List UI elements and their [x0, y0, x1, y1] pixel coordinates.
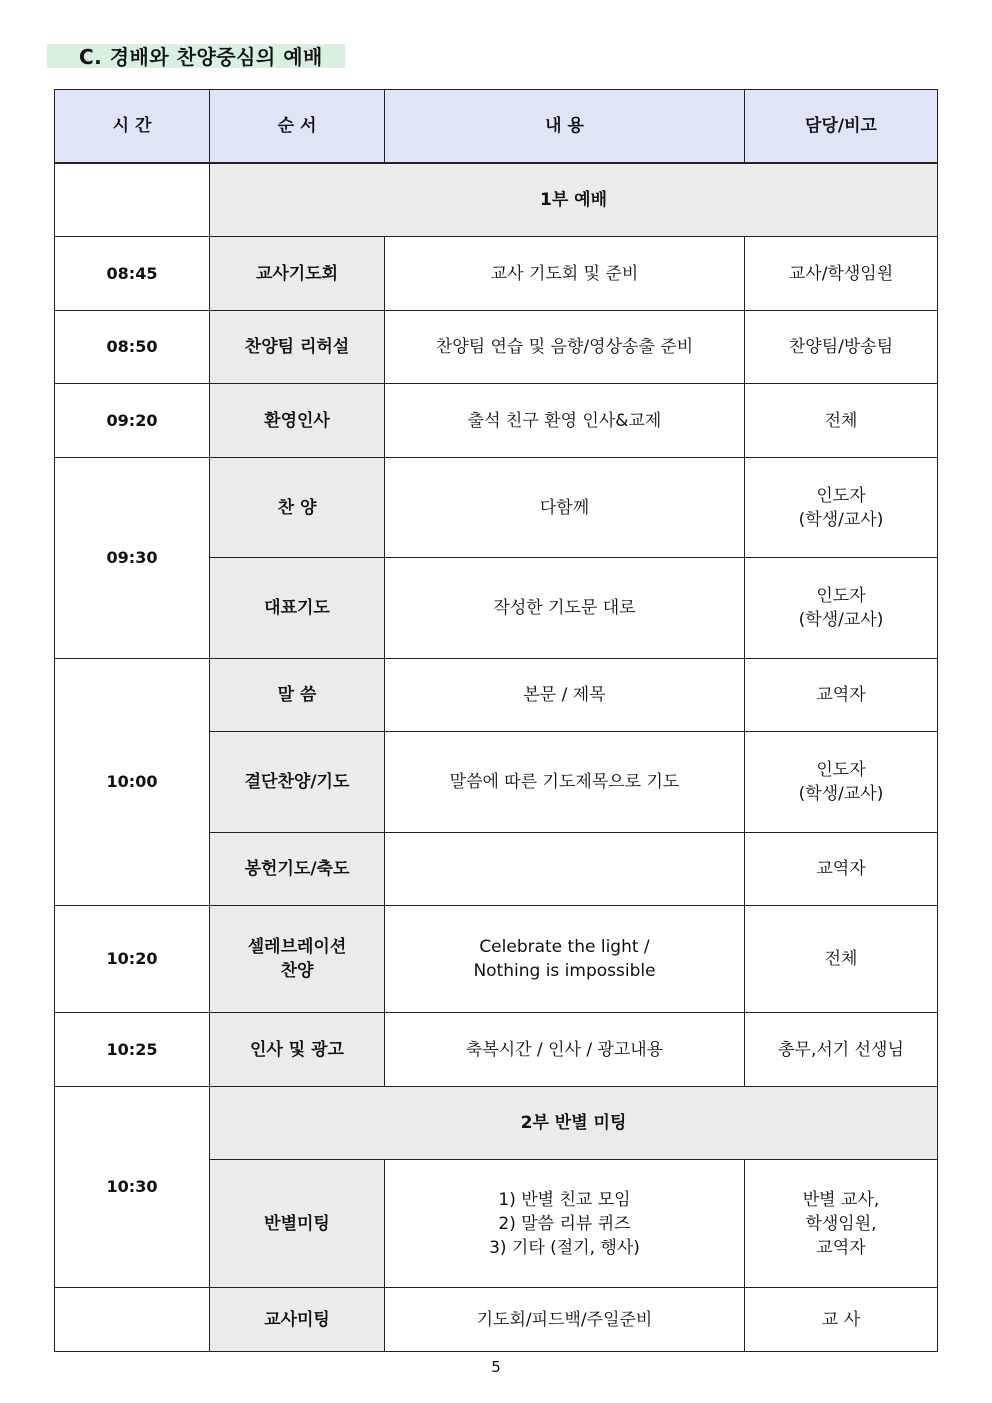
note-cell: 인도자 (학생/교사) — [745, 732, 938, 833]
order-cell: 결단찬양/기도 — [210, 732, 385, 833]
note-cell: 교역자 — [745, 833, 938, 906]
content-cell: 축복시간 / 인사 / 광고내용 — [385, 1013, 745, 1087]
header-content: 내 용 — [385, 90, 745, 163]
note-cell: 교사/학생임원 — [745, 237, 938, 311]
order-cell: 환영인사 — [210, 384, 385, 458]
part1-row — [55, 163, 938, 237]
header-time: 시 간 — [55, 90, 210, 163]
note-cell: 찬양팀/방송팀 — [745, 311, 938, 384]
content-cell: 1) 반별 친교 모임 2) 말씀 리뷰 퀴즈 3) 기타 (절기, 행사) — [385, 1160, 745, 1288]
content-cell: 출석 친구 환영 인사&교제 — [385, 384, 745, 458]
order-cell: 교사기도회 — [210, 237, 385, 311]
order-cell: 반별미팅 — [210, 1160, 385, 1288]
order-cell: 찬 양 — [210, 458, 385, 558]
content-cell: 다함께 — [385, 458, 745, 558]
content-cell: 교사 기도회 및 준비 — [385, 237, 745, 311]
page-number: 5 — [491, 1358, 501, 1376]
header-row — [55, 90, 938, 163]
note-cell: 교 사 — [745, 1288, 938, 1352]
content-cell: Celebrate the light / Nothing is impossible — [385, 906, 745, 1013]
time-cell: 10:00 — [55, 659, 210, 906]
header-order: 순 서 — [210, 90, 385, 163]
section-title: C. 경배와 찬양중심의 예배 — [47, 44, 345, 68]
table-row — [55, 237, 938, 311]
table-row — [55, 1013, 938, 1087]
part1-title: 1부 예배 — [210, 163, 938, 237]
time-cell: 10:25 — [55, 1013, 210, 1087]
order-cell: 찬양팀 리허설 — [210, 311, 385, 384]
note-cell: 전체 — [745, 906, 938, 1013]
order-cell: 말 씀 — [210, 659, 385, 732]
table-row — [55, 384, 938, 458]
content-cell: 찬양팀 연습 및 음향/영상송출 준비 — [385, 311, 745, 384]
order-cell: 셀레브레이션 찬양 — [210, 906, 385, 1013]
content-cell — [385, 833, 745, 906]
time-cell: 08:50 — [55, 311, 210, 384]
table-row — [55, 458, 938, 558]
note-cell: 총무,서기 선생님 — [745, 1013, 938, 1087]
content-cell: 말씀에 따른 기도제목으로 기도 — [385, 732, 745, 833]
content-cell: 본문 / 제목 — [385, 659, 745, 732]
note-cell: 인도자 (학생/교사) — [745, 458, 938, 558]
order-cell: 인사 및 광고 — [210, 1013, 385, 1087]
header-note: 담당/비고 — [745, 90, 938, 163]
time-cell: 10:20 — [55, 906, 210, 1013]
order-cell: 교사미팅 — [210, 1288, 385, 1352]
time-cell: 10:30 — [55, 1087, 210, 1288]
part2-title: 2부 반별 미팅 — [210, 1087, 938, 1160]
note-cell: 전체 — [745, 384, 938, 458]
note-cell: 반별 교사, 학생임원, 교역자 — [745, 1160, 938, 1288]
order-cell: 대표기도 — [210, 558, 385, 659]
table-row — [55, 659, 938, 732]
content-cell: 작성한 기도문 대로 — [385, 558, 745, 659]
worship-schedule-table — [54, 89, 938, 1352]
empty-cell — [55, 163, 210, 237]
order-cell: 봉헌기도/축도 — [210, 833, 385, 906]
table-row — [55, 311, 938, 384]
content-cell: 기도회/피드백/주일준비 — [385, 1288, 745, 1352]
note-cell: 인도자 (학생/교사) — [745, 558, 938, 659]
time-cell: 09:20 — [55, 384, 210, 458]
table-row — [55, 1288, 938, 1352]
time-cell: 08:45 — [55, 237, 210, 311]
time-cell: 09:30 — [55, 458, 210, 659]
part2-row — [55, 1087, 938, 1160]
empty-cell — [55, 1288, 210, 1352]
table-row — [55, 906, 938, 1013]
note-cell: 교역자 — [745, 659, 938, 732]
